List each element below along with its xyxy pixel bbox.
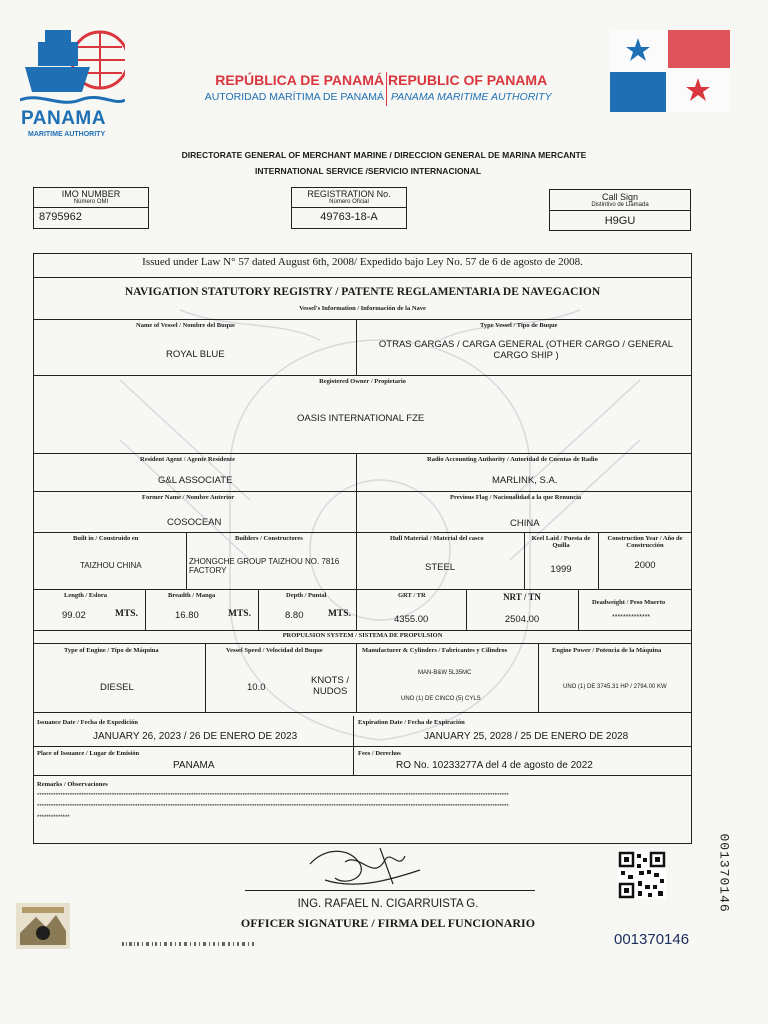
- keel-laid-value: 1999: [550, 564, 572, 575]
- agent-value: G&L ASSOCIATE: [158, 475, 233, 486]
- place-of-issuance-label: Place of Issuance / Lugar de Emisión: [37, 750, 140, 757]
- security-seal-icon: [16, 903, 70, 949]
- remarks-label: Remarks / Observaciones: [37, 781, 108, 788]
- builders-value: ZHONGCHE GROUP TAIZHOU NO. 7816 FACTORY: [189, 557, 340, 575]
- length-label: Length / Eslora: [64, 592, 107, 599]
- serial-number: 001370146: [614, 931, 690, 948]
- fees-value: RO No. 10233277A del 4 de agosto de 2022: [396, 760, 593, 771]
- depth-value: 8.80: [285, 610, 304, 621]
- remarks-line-3: **************: [37, 815, 70, 821]
- previous-flag-label: Previous Flag / Nacionalidad a la que Renuncia: [450, 494, 582, 501]
- law-text: Issued under Law N° 57 dated August 6th, 2008/ Expedido bajo Ley No. 57 de 6 de agosto de 2008.: [142, 256, 583, 268]
- propulsion-heading: PROPULSION SYSTEM / SISTEMA DE PROPULSION: [282, 632, 443, 639]
- depth-label: Depth / Puntal: [286, 592, 327, 599]
- qr-code-icon: [618, 851, 666, 899]
- manufacturer-cylinders: UNO (1) DE CINCO (5) CYLS: [401, 696, 481, 702]
- grt-label: GRT / TR: [398, 592, 426, 599]
- vessel-type-value: OTRAS CARGAS / CARGA GENERAL (OTHER CARGO / GENERAL CARGO SHIP ): [378, 339, 674, 361]
- manufacturer-model: MAN-B&W 5L35MC: [418, 670, 472, 676]
- panama-flag-icon: [610, 30, 730, 112]
- service-text: INTERNATIONAL SERVICE /SERVICIO INTERNACIONAL: [254, 166, 482, 176]
- deadweight-label: Deadweight / Peso Muerto: [592, 599, 666, 606]
- serial-number-vertical: 001370146: [716, 833, 732, 913]
- speed-value: 10.0: [247, 682, 266, 693]
- logo-title: PANAMA: [21, 108, 106, 129]
- agent-label: Resident Agent / Agente Residente: [140, 456, 235, 463]
- nrt-value: 2504.00: [504, 614, 540, 625]
- speed-unit-en: KNOTS /: [311, 675, 350, 686]
- call-sign-value: H9GU: [604, 215, 636, 227]
- registration-value: 49763-18-A: [320, 211, 378, 223]
- nrt-label: NRT / TN: [503, 592, 541, 602]
- vessel-name-label: Name of Vessel / Nombre del Buque: [136, 322, 235, 329]
- hull-material-value: STEEL: [425, 562, 456, 573]
- issuance-date-value: JANUARY 26, 2023 / 26 DE ENERO DE 2023: [93, 731, 298, 742]
- vessel-name-value: ROYAL BLUE: [166, 349, 225, 360]
- authority-es: AUTORIDAD MARÍTIMA DE PANAMÁ: [204, 91, 384, 103]
- grt-value: 4355.00: [394, 614, 429, 625]
- breadth-value: 16.80: [175, 610, 199, 621]
- hull-material-label: Hull Material / Material del casco: [390, 535, 484, 542]
- officer-signature: [305, 842, 425, 892]
- length-value: 99.02: [62, 610, 86, 621]
- engine-power-value: UNO (1) DE 3745.31 HP / 2794.00 KW: [563, 684, 667, 690]
- issuance-date-label: Issuance Date / Fecha de Expedición: [37, 719, 138, 726]
- engine-type-value: DIESEL: [100, 682, 134, 693]
- builders-label: Builders / Constructores: [235, 535, 303, 542]
- breadth-unit: MTS.: [228, 609, 251, 619]
- serial-vertical-wrap: [712, 833, 732, 938]
- remarks-line-1: **********************************************************************************************************************************************************************************************************: [37, 793, 509, 799]
- owner-label: Registered Owner / Propietario: [319, 378, 406, 385]
- built-in-label: Built in / Construido en: [73, 535, 139, 542]
- logo-subtitle: MARITIME AUTHORITY: [28, 131, 106, 138]
- republic-es: REPÚBLICA DE PANAMÁ: [215, 72, 384, 88]
- imo-label: IMO NUMBER: [61, 189, 121, 199]
- construction-year-label: Construction Year / Año de Construcción: [607, 535, 683, 549]
- heading-divider: [386, 72, 387, 106]
- remarks-line-2: **********************************************************************************************************************************************************************************************************: [37, 804, 509, 810]
- officer-name: ING. RAFAEL N. CIGARRUISTA G.: [297, 898, 479, 910]
- construction-year-value: 2000: [634, 560, 656, 571]
- pma-logo-icon: [20, 22, 125, 112]
- length-unit: MTS.: [115, 609, 138, 619]
- microprint-strip: [122, 940, 258, 948]
- directorate-text: DIRECTORATE GENERAL OF MERCHANT MARINE / DIRECCION GENERAL DE MARINA MERCANTE: [181, 150, 587, 160]
- vessel-type-label: Type Vessel / Tipo de Buque: [480, 322, 558, 329]
- owner-value: OASIS INTERNATIONAL FZE: [297, 413, 425, 424]
- expiration-date-value: JANUARY 25, 2028 / 25 DE ENERO DE 2028: [424, 731, 629, 742]
- republic-en: REPUBLIC OF PANAMA: [388, 72, 548, 88]
- manufacturer-label: Manufacturer & Cylinders / Fabricantes y Cilindros: [362, 647, 508, 654]
- imo-value: 8795962: [39, 211, 82, 223]
- authority-en: PANAMA MARITIME AUTHORITY: [391, 91, 552, 103]
- vessel-info-heading: Vessel's Information / Información de la Nave: [299, 305, 426, 312]
- imo-box: [33, 187, 149, 229]
- fees-label: Fees / Derechos: [358, 750, 401, 757]
- imo-sublabel: Número OMI: [73, 199, 109, 205]
- call-sign-sublabel: Distintivo de Llamada: [591, 202, 649, 208]
- depth-unit: MTS.: [328, 609, 351, 619]
- radio-value: MARLINK, S.A.: [492, 475, 558, 486]
- registration-label: REGISTRATION No.: [307, 189, 391, 199]
- deadweight-value: **************: [612, 614, 651, 621]
- registration-sublabel: Número Oficial: [329, 199, 369, 205]
- engine-type-label: Type of Engine / Tipo de Máquina: [64, 647, 159, 654]
- former-name-label: Former Name / Nombre Anterior: [142, 494, 235, 501]
- call-sign-box: [549, 189, 691, 231]
- radio-label: Radio Accounting Authority / Autoridad de Cuentas de Radio: [427, 456, 598, 463]
- speed-unit-es: NUDOS: [313, 686, 348, 697]
- call-sign-label: Call Sign: [601, 192, 639, 202]
- engine-power-label: Engine Power / Potencia de la Máquina: [552, 647, 662, 654]
- certificate-title: NAVIGATION STATUTORY REGISTRY / PATENTE REGLAMENTARIA DE NAVEGACION: [124, 286, 601, 298]
- officer-title: OFFICER SIGNATURE / FIRMA DEL FUNCIONARIO: [240, 916, 536, 930]
- breadth-label: Breadth / Manga: [168, 592, 216, 599]
- former-name-value: COSOCEAN: [167, 517, 222, 528]
- keel-laid-label: Keel Laid / Puesta de Quilla: [531, 535, 591, 549]
- speed-label: Vessel Speed / Velocidad del Buque: [226, 647, 323, 654]
- built-in-value: TAIZHOU CHINA: [80, 561, 142, 570]
- previous-flag-value: CHINA: [510, 518, 540, 529]
- registration-box: [291, 187, 407, 229]
- expiration-date-label: Expiration Date / Fecha de Expiración: [358, 719, 465, 726]
- place-of-issuance-value: PANAMA: [173, 760, 215, 771]
